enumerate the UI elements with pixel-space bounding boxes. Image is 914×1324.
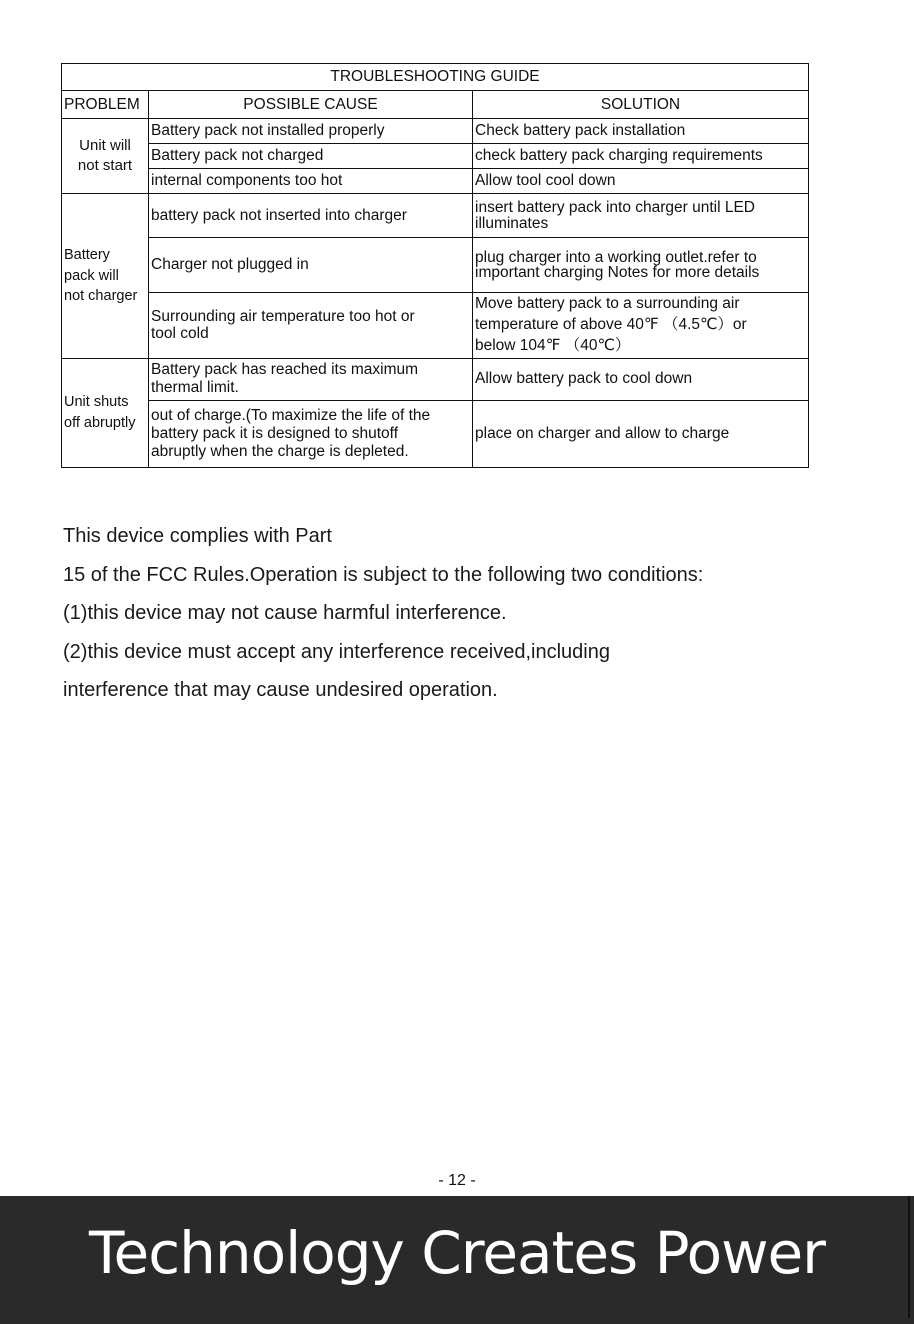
solution-cell: Allow tool cool down (473, 169, 809, 194)
fcc-line: interference that may cause undesired operation. (63, 679, 498, 701)
fcc-statement (63, 517, 863, 710)
cause-cell: internal components too hot (149, 169, 473, 194)
fcc-line: This device complies with Part (63, 525, 332, 547)
cause-cell: Charger not plugged in (149, 238, 473, 293)
solution-cell: Check battery pack installation (473, 119, 809, 144)
table-title: TROUBLESHOOTING GUIDE (62, 64, 809, 91)
solution-cell: Move battery pack to a surrounding air temperature of above 40℉ （4.5℃）or below 104℉ （40℃） (473, 293, 809, 359)
fcc-line: (1)this device may not cause harmful interference. (63, 602, 507, 624)
troubleshooting-table (61, 63, 809, 468)
footer-banner (0, 1196, 914, 1324)
problem-battery-pack-will-not-charge: Battery pack will not charger (62, 194, 149, 359)
cause-cell: Battery pack has reached its maximum thermal limit. (149, 358, 473, 400)
fcc-line: 15 of the FCC Rules.Operation is subject to the following two conditions: (63, 563, 704, 586)
cause-cell: Battery pack not charged (149, 144, 473, 169)
cause-cell: battery pack not inserted into charger (149, 194, 473, 238)
solution-cell: check battery pack charging requirements (473, 144, 809, 169)
fcc-line: (2)this device must accept any interference received,including (63, 640, 610, 663)
cause-cell: Surrounding air temperature too hot or tool cold (149, 293, 473, 359)
solution-cell: place on charger and allow to charge (473, 400, 809, 467)
problem-unit-shuts-off-abruptly: Unit shuts off abruptly (62, 358, 149, 467)
solution-cell: Allow battery pack to cool down (473, 358, 809, 400)
header-possible-cause: POSSIBLE CAUSE (149, 91, 473, 119)
solution-cell: plug charger into a working outlet.refer to important charging Notes for more details (473, 238, 809, 293)
cause-cell: out of charge.(To maximize the life of the battery pack it is designed to shutoff abruptly when the charge is depleted. (149, 400, 473, 467)
solution-cell: insert battery pack into charger until LED illuminates (473, 194, 809, 238)
page-number: - 12 - (438, 1172, 476, 1189)
header-problem: PROBLEM (62, 91, 149, 119)
problem-unit-will-not-start: Unit will not start (62, 119, 149, 194)
footer-slogan: Technology Creates Power (88, 1219, 826, 1287)
cause-cell: Battery pack not installed properly (149, 119, 473, 144)
header-solution: SOLUTION (473, 91, 809, 119)
